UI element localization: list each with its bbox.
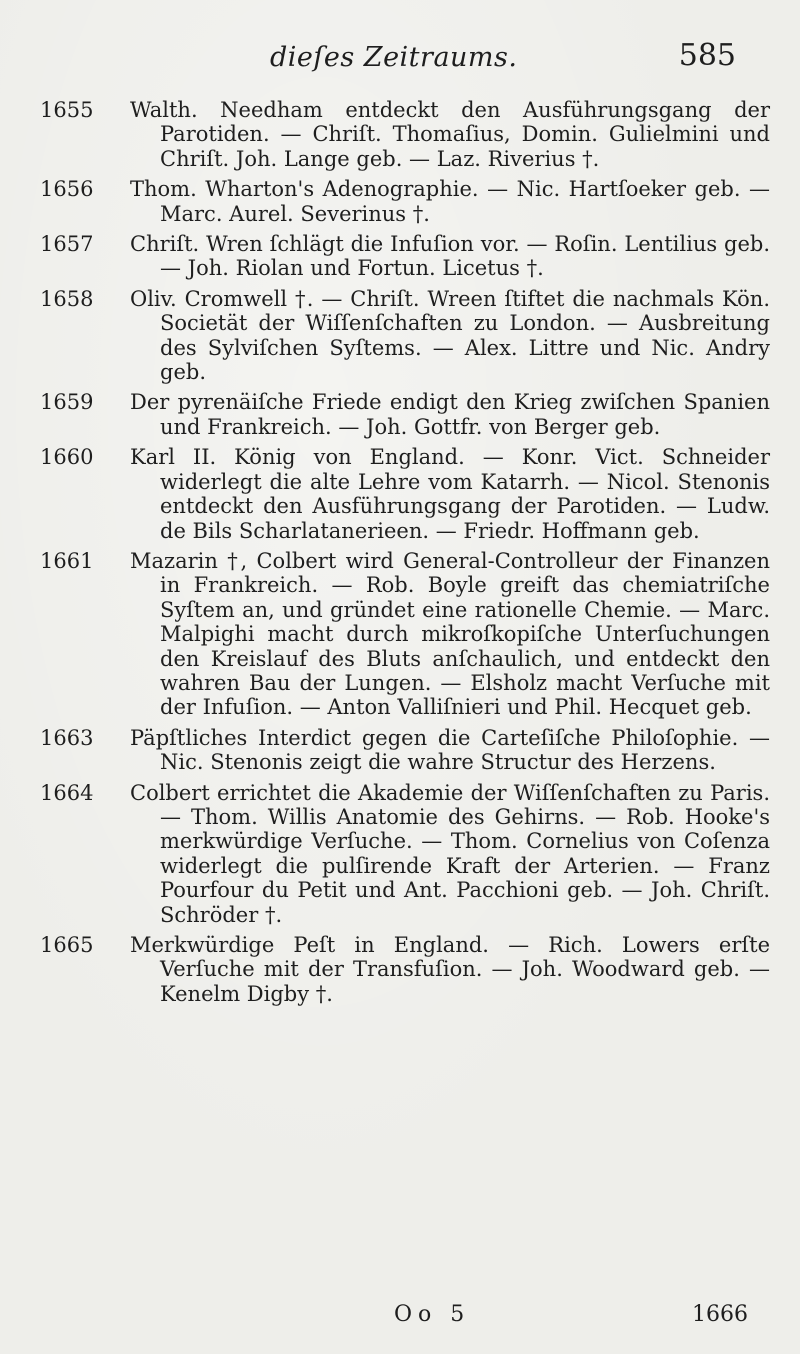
- entry-year: 1656: [40, 177, 94, 202]
- chronology-entry: [0, 933, 800, 1006]
- chronology-entries: [0, 98, 800, 1012]
- entry-text: Colbert errichtet die Akademie der Wiſſenſchaften zu Paris. — Thom. Willis Anatomie des Gehirns. — Rob. Hooke's merkwürdige Verſuche. — Thom. Cornelius von Coſenza widerlegt die pulſirende Kraft der Arterien. — Franz Pourfour du Petit und Ant. Pacchioni geb. — Joh. Chriſt. Schröder †.: [130, 780, 770, 927]
- entry-text: Oliv. Cromwell †. — Chriſt. Wreen ſtiftet die nachmals Kön. Societät der Wiſſenſchaften zu London. — Ausbreitung des Sylviſchen Syſtems. — Alex. Littre und Nic. Andry geb.: [130, 286, 770, 385]
- entry-text: Päpſtliches Interdict gegen die Carteſiſche Philoſophie. — Nic. Stenonis zeigt die wahre Structur des Herzens.: [130, 725, 770, 775]
- entry-year: 1658: [40, 286, 94, 311]
- entry-text: Mazarin †, Colbert wird General-Controlleur der Finanzen in Frankreich. — Rob. Boyle greift das chemiatriſche Syſtem an, und gründet eine rationelle Chemie. — Marc. Malpighi macht durch mikroſkopiſche Unterſuchungen den Kreislauf des Bluts anſchaulich, und entdeckt den wahren Bau der Lungen. — Elsholz macht Verſuche mit der Infuſion. — Anton Valliſnieri und Phil. Hecquet geb.: [130, 548, 770, 720]
- entry-year: 1665: [40, 933, 94, 957]
- chronology-entry: [0, 781, 800, 927]
- entry-text: Der pyrenäiſche Friede endigt den Krieg zwiſchen Spanien und Frankreich. — Joh. Gottfr. von Berger geb.: [130, 390, 770, 439]
- entry-year: 1661: [40, 548, 94, 573]
- chronology-entry: [0, 549, 800, 720]
- entry-year: 1657: [40, 232, 94, 257]
- catchword: 1666: [692, 1302, 748, 1327]
- entry-year: 1660: [40, 445, 94, 470]
- page-footer: [0, 1302, 800, 1338]
- entry-text: Merkwürdige Peſt in England. — Rich. Lowers erſte Verſuche mit der Transfuſion. — Joh. Woodward geb. — Kenelm Digby †.: [130, 933, 770, 1006]
- signature-mark: Oo 5: [394, 1302, 471, 1327]
- entry-text: Thom. Wharton's Adenographie. — Nic. Hartſoeker geb. — Marc. Aurel. Severinus †.: [130, 177, 770, 226]
- entry-year: 1663: [40, 725, 94, 750]
- chronology-entry: [0, 445, 800, 543]
- chronology-entry: [0, 726, 800, 775]
- page-number: 585: [678, 38, 736, 73]
- entry-year: 1659: [40, 390, 94, 415]
- entry-text: Walth. Needham entdeckt den Ausführungsgang der Parotiden. — Chriſt. Thomaſius, Domin. Gulielmini und Chriſt. Joh. Lange geb. — Laz. Riverius †.: [130, 98, 770, 171]
- entry-text: Karl II. König von England. — Konr. Vict. Schneider widerlegt die alte Lehre vom Katarrh. — Nicol. Stenonis entdeckt den Ausführungsgang der Parotiden. — Ludw. de Bils Scharlatanerieen. — Friedr. Hoffmann geb.: [130, 445, 770, 543]
- running-head: dieſes Zeitraums.: [270, 42, 518, 73]
- chronology-entry: [0, 177, 800, 226]
- entry-year: 1655: [40, 98, 94, 122]
- chronology-entry: [0, 232, 800, 281]
- entry-text: Chriſt. Wren ſchlägt die Infuſion vor. — Roſin. Lentilius geb. — Joh. Riolan und Fortun. Licetus †.: [130, 232, 770, 281]
- chronology-entry: [0, 98, 800, 171]
- chronology-entry: [0, 287, 800, 385]
- page-header: [0, 38, 800, 78]
- entry-year: 1664: [40, 780, 94, 805]
- chronology-entry: [0, 390, 800, 439]
